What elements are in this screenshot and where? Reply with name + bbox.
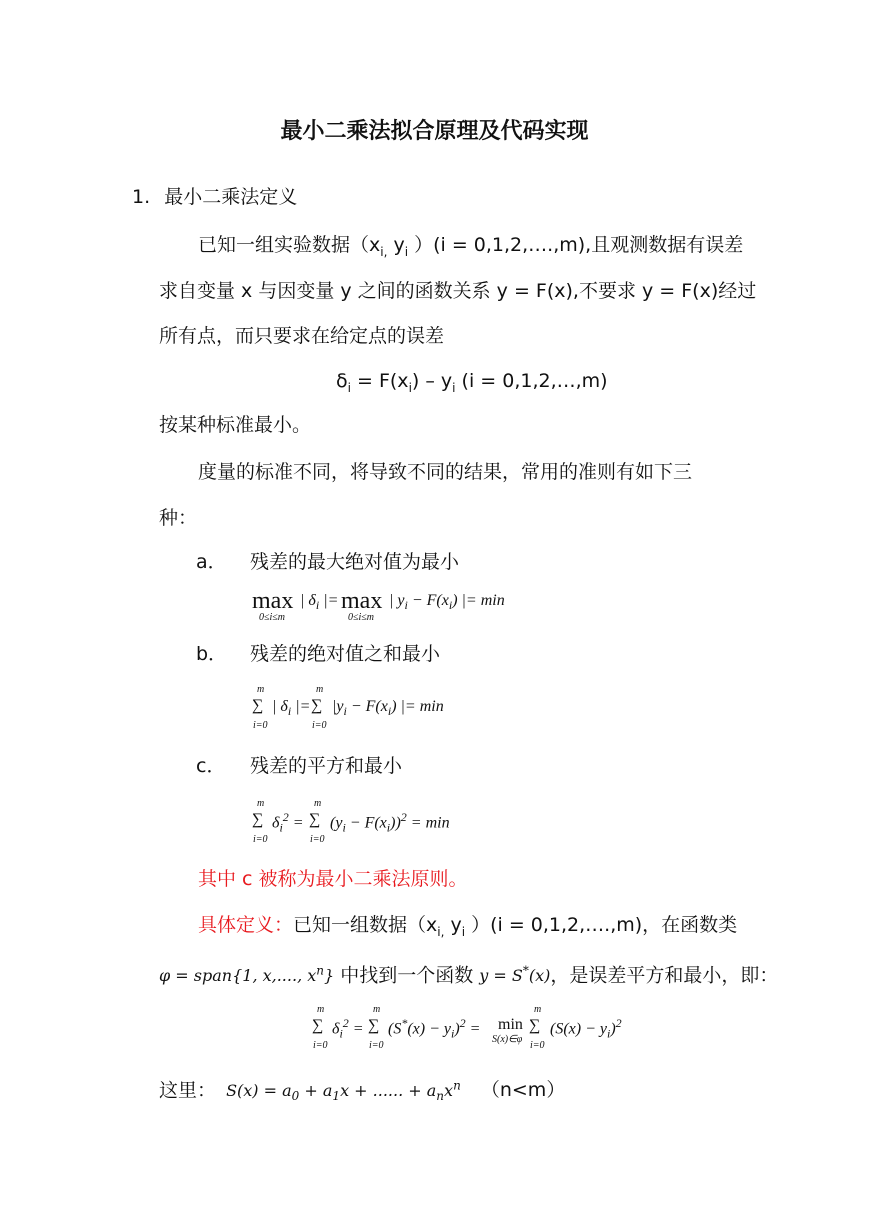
max-limit: 0≤i≤m	[348, 612, 374, 623]
formula-text: $\delta_i^2$ =	[332, 1016, 364, 1041]
formula-text: $\delta_i^2$ =	[272, 810, 304, 835]
sum-lower-limit: i=0	[310, 834, 325, 845]
subscript: i,	[380, 244, 388, 259]
formula-text: | $\delta_i$ |=	[300, 592, 339, 613]
target-function: y = S*(x)	[479, 964, 551, 986]
min-operator: min	[498, 1016, 523, 1033]
sum-upper-limit: m	[257, 684, 265, 695]
formula-a	[252, 588, 522, 624]
formula-text: $(S^*(x) - y_i)^2$ =	[388, 1016, 481, 1041]
polynomial-formula: $S(x) = a_0 + a_1x$ + ...... + $a_nx^n$	[226, 1079, 461, 1104]
definition-line-2	[159, 958, 778, 989]
definition-label: 具体定义：	[198, 914, 294, 936]
sum-lower-limit: i=0	[313, 1040, 328, 1051]
paragraph-line: 度量的标准不同，将导致不同的结果，常用的准则有如下三	[198, 461, 693, 483]
subscript: i	[452, 380, 456, 395]
subscript: i	[408, 380, 412, 395]
page-title: 最小二乘法拟合原理及代码实现	[280, 119, 589, 144]
section-number: 1.	[132, 186, 151, 208]
here-label: 这里：	[159, 1079, 217, 1102]
formula-text: $|y_i - F(x_i)$ |= min	[332, 698, 444, 719]
sum-lower-limit: i=0	[530, 1040, 545, 1051]
function-space: φ = span{1, x,...., $x^n$}	[159, 964, 335, 986]
formula-text: | $y_i - F(x_i)$ |= min	[389, 592, 505, 613]
sum-symbol: ∑	[309, 811, 321, 828]
sum-symbol: ∑	[311, 697, 323, 714]
sum-symbol: ∑	[368, 1017, 380, 1034]
text: ) – y	[411, 370, 453, 392]
criterion-b	[196, 641, 441, 667]
max-operator: max	[341, 588, 383, 614]
paragraph-line: 种：	[159, 507, 198, 529]
subscript: i,	[437, 924, 445, 939]
sum-lower-limit: i=0	[253, 720, 268, 731]
text: ）(i = 0,1,2,….,m),且观测数据有误差	[408, 234, 744, 256]
here-line	[159, 1073, 565, 1110]
sum-lower-limit: i=0	[253, 834, 268, 845]
sum-upper-limit: m	[534, 1004, 542, 1015]
subscript: i	[404, 244, 409, 259]
criterion-text: 残差的绝对值之和最小	[250, 643, 441, 665]
criterion-label: c．	[196, 755, 226, 777]
text: ，是误差平方和最小，即：	[550, 964, 779, 987]
criterion-c	[196, 753, 403, 779]
sum-upper-limit: m	[373, 1004, 381, 1015]
min-limit: S(x)∈φ	[492, 1034, 523, 1045]
condition: （n<m）	[480, 1079, 566, 1102]
sum-symbol: ∑	[529, 1017, 541, 1034]
text: 中找到一个函数	[340, 964, 474, 987]
paragraph-line: 所有点，而只要求在给定点的误差	[159, 325, 445, 347]
formula-text: | $\delta_i$ |=	[272, 698, 311, 719]
formula-d	[312, 1004, 652, 1054]
definition-line	[198, 912, 737, 945]
paragraph-line	[198, 232, 743, 265]
formula-text: $(y_i - F(x_i))^2 = \min$	[330, 810, 450, 835]
sum-upper-limit: m	[257, 798, 265, 809]
section-title: 最小二乘法定义	[164, 186, 298, 208]
sum-symbol: ∑	[252, 811, 264, 828]
criterion-text: 残差的平方和最小	[250, 755, 403, 777]
sum-upper-limit: m	[317, 1004, 325, 1015]
formula-c	[252, 798, 512, 844]
criterion-label: a．	[196, 551, 227, 573]
text: 已知一组实验数据（x	[198, 234, 381, 256]
sum-upper-limit: m	[316, 684, 324, 695]
max-operator: max	[252, 588, 294, 614]
subscript: i	[461, 924, 466, 939]
formula-b	[252, 684, 512, 730]
criterion-a	[196, 549, 460, 575]
text: 已知一组数据（x	[293, 914, 438, 936]
text: ）(i = 0,1,2,….,m)，在函数类	[465, 914, 738, 936]
formula-text: $(S(x) - y_i)^2$	[550, 1016, 622, 1041]
sum-lower-limit: i=0	[312, 720, 327, 731]
paragraph-line: 求自变量 x 与因变量 y 之间的函数关系 y = F(x),不要求 y = F(x)经过	[159, 280, 757, 302]
sum-symbol: ∑	[252, 697, 264, 714]
text: = F(x	[350, 370, 409, 392]
criterion-label: b．	[196, 643, 228, 665]
principle-statement: 其中 c 被称为最小二乘法原则。	[198, 868, 468, 890]
text: y	[387, 234, 405, 256]
text: δ	[336, 370, 348, 392]
sum-upper-limit: m	[314, 798, 322, 809]
max-limit: 0≤i≤m	[259, 612, 285, 623]
text: (i = 0,1,2,…,m)	[455, 370, 608, 392]
section-heading	[132, 184, 297, 210]
text: y	[444, 914, 462, 936]
error-equation	[336, 368, 608, 401]
subscript: i	[347, 380, 351, 395]
paragraph-line: 按某种标准最小。	[159, 414, 312, 436]
criterion-text: 残差的最大绝对值为最小	[250, 551, 460, 573]
sum-lower-limit: i=0	[369, 1040, 384, 1051]
sum-symbol: ∑	[312, 1017, 324, 1034]
